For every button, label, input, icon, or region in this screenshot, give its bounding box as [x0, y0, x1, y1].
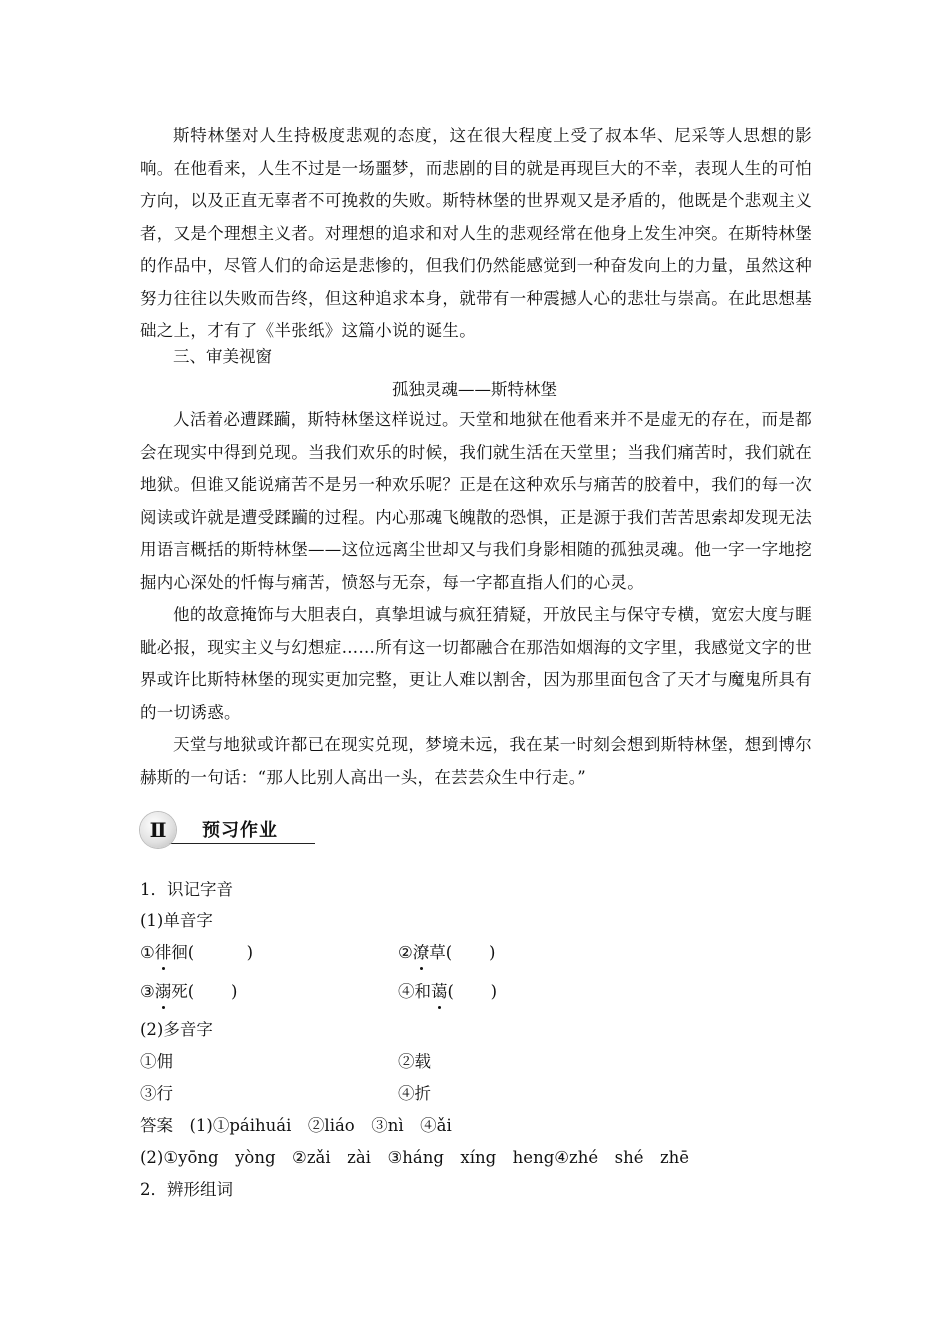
section-heading: 三、审美视窗 — [173, 347, 272, 366]
item-char: 草 — [429, 943, 446, 962]
item-char: 载 — [414, 1052, 431, 1071]
single-item-2 — [398, 941, 495, 965]
subquestion-multi-title: (2)多音字 — [140, 1020, 213, 1039]
multi-item-3 — [140, 1082, 173, 1106]
essay-paragraph-4: 天堂与地狱或许都已在现实兑现，梦境未远，我在某一时刻会想到斯特林堡，想到博尔赫斯的一句话：“那人比别人高出一头，在芸芸众生中行走。” — [140, 735, 812, 787]
multi-item-1 — [140, 1050, 173, 1074]
dotted-char: 溺 — [155, 980, 172, 1004]
banner-title: 预习作业 — [202, 820, 278, 841]
item-number: ① — [140, 943, 155, 962]
answer-line-1: 答案 (1)①páihuái ②liáo ③nì ④ǎi — [140, 1116, 452, 1135]
answer-blank: ( ) — [187, 943, 254, 962]
multi-item-4 — [398, 1082, 431, 1106]
item-char: 佣 — [156, 1052, 173, 1071]
item-char: 折 — [414, 1084, 431, 1103]
dotted-char: 徘 — [155, 941, 172, 965]
single-item-1 — [140, 941, 253, 965]
banner-number-badge — [140, 812, 176, 848]
item-number: ① — [140, 1052, 157, 1071]
item-number: ② — [398, 1052, 415, 1071]
essay-paragraph-3: 他的故意掩饰与大胆表白，真挚坦诚与疯狂猜疑，开放民主与保守专横，宽宏大度与睚眦必报，现实主义与幻想症……所有这一切都融合在那浩如烟海的文字里，我感觉文字的世界或许比斯特林堡的现实更加完整，更让人难以割舍，因为那里面包含了天才与魔鬼所具有的一切诱惑。 — [140, 605, 812, 722]
item-char: 徊 — [171, 943, 188, 962]
section-banner — [140, 812, 315, 848]
dotted-char: 潦 — [413, 941, 430, 965]
answer-line-2: (2)①yōng yòng ②zǎi zài ③háng xíng heng④zhé shé zhē — [140, 1148, 690, 1167]
item-number: ③ — [140, 1084, 157, 1103]
subquestion-single-title: (1)单音字 — [140, 911, 213, 930]
item-char: 死 — [171, 982, 188, 1001]
item-char: 行 — [156, 1084, 173, 1103]
banner-number: Ⅱ — [149, 818, 167, 842]
essay-paragraph-2: 人活着必遭蹂躏，斯特林堡这样说过。天堂和地狱在他看来并不是虚无的存在，而是都会在现实中得到兑现。当我们欢乐的时候，我们就生活在天堂里；当我们痛苦时，我们就在地狱。但谁又能说痛苦不是另一种欢乐呢？正是在这种欢乐与痛苦的胶着中，我们的每一次阅读或许就是遭受蹂躏的过程。内心那魂飞魄散的恐惧，正是源于我们苦苦思索却发现无法用语言概括的斯特林堡——这位远离尘世却又与我们身影相随的孤独灵魂。他一字一字地挖掘内心深处的忏悔与痛苦，愤怒与无奈，每一字都直指人们的心灵。 — [140, 410, 812, 592]
single-item-3 — [140, 980, 237, 1004]
question-1-title: 1．识记字音 — [140, 880, 233, 899]
answer-blank: ( ) — [447, 982, 498, 1001]
question-2-title: 2．辨形组词 — [140, 1180, 233, 1199]
essay-paragraph-1: 斯特林堡对人生持极度悲观的态度，这在很大程度上受了叔本华、尼采等人思想的影响。在他看来，人生不过是一场噩梦，而悲剧的目的就是再现巨大的不幸，表现人生的可怕方向，以及正直无辜者不可挽救的失败。斯特林堡的世界观又是矛盾的，他既是个悲观主义者，又是个理想主义者。对理想的追求和对人生的悲观经常在他身上发生冲突。在斯特林堡的作品中，尽管人们的命运是悲惨的，但我们仍然能感觉到一种奋发向上的力量，虽然这种努力往往以失败而告终，但这种追求本身，就带有一种震撼人心的悲壮与崇高。在此思想基础之上，才有了《半张纸》这篇小说的诞生。 — [140, 126, 812, 340]
item-number: ④ — [398, 982, 415, 1001]
multi-item-2 — [398, 1050, 431, 1074]
item-number: ④ — [398, 1084, 415, 1103]
banner-underline — [160, 843, 315, 845]
single-item-4 — [398, 980, 497, 1004]
dotted-char: 蔼 — [431, 980, 448, 1004]
answer-blank: ( ) — [445, 943, 496, 962]
answer-blank: ( ) — [187, 982, 238, 1001]
item-char: 和 — [414, 982, 431, 1001]
item-number: ③ — [140, 982, 155, 1001]
item-number: ② — [398, 943, 413, 962]
article-title: 孤独灵魂——斯特林堡 — [392, 380, 557, 399]
